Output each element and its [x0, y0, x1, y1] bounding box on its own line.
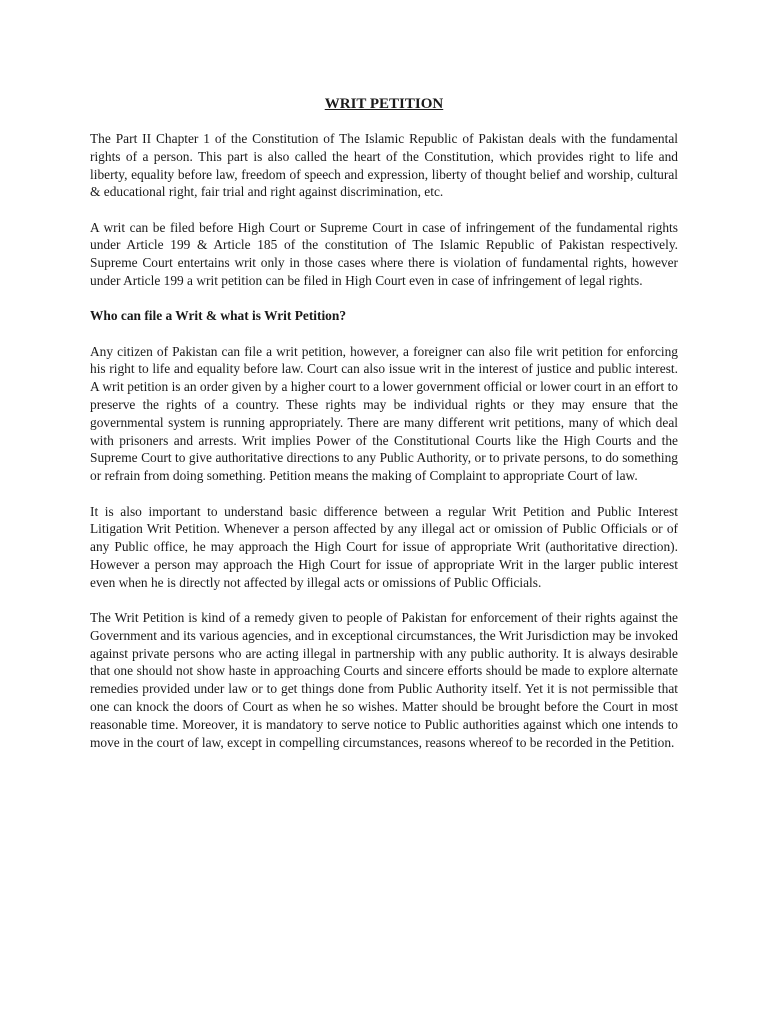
paragraph-pil-difference: It is also important to understand basic difference between a regular Writ Petition and Public Interest Litigation Writ Petition. Whenever a person affected by any illegal act or omission of Public Officials or of any Public office, he may approach the High Court for issue of appropriate Writ (authoritative direction). However a person may approach the High Court for issue of appropriate Writ in the larger public interest even when he is directly not affected by illegal acts or omissions of Public Officials.: [90, 503, 678, 590]
document-title: WRIT PETITION: [324, 96, 444, 112]
section-heading: Who can file a Writ & what is Writ Petition?: [90, 308, 347, 324]
paragraph-remedy: The Writ Petition is kind of a remedy given to people of Pakistan for enforcement of their rights against the Government and its various agencies, and in exceptional circumstances, the Writ Jurisdiction may be invoked against private persons who are acting illegal in partnership with any public authority. It is always desirable that one should not show haste in approaching Courts and sincere efforts should be made to explore alternate remedies provided under law or to get things done from Public Authority itself. Yet it is not permissible that one can knock the doors of Court as when he so wishes. Matter should be brought before the Court in most reasonable time. Moreover, it is mandatory to serve notice to Public authorities against which one intends to move in the court of law, except in compelling circumstances, reasons whereof to be recorded in the Petition.: [90, 610, 678, 750]
paragraph-who-can-file: Any citizen of Pakistan can file a writ petition, however, a foreigner can also file writ petition for enforcing his right to life and equality before law. Court can also issue writ in the interest of justice and public interest. A writ petition is an order given by a higher court to a lower government official or lower court in an effort to preserve the rights of a country. These rights may be individual rights or they may ensure that the governmental system is running appropriately. There are many different writ petitions, many of which deal with prisoners and arrests. Writ implies Power of the Constitutional Courts like the High Courts and the Supreme Court to give authoritative directions to any Public Authority, or to private persons, to do something or refrain from doing something. Petition means the making of Complaint to appropriate Court of law.: [90, 343, 678, 484]
document-body: [90, 94, 678, 769]
paragraph-filing-courts: A writ can be filed before High Court or Supreme Court in case of infringement of the fundamental rights under Article 199 & Article 185 of the constitution of The Islamic Republic of Pakistan respectively. Supreme Court entertains writ only in those cases where there is violation of fundamental rights, however under Article 199 a writ petition can be filed in High Court even in case of infringement of legal rights.: [90, 219, 678, 289]
paragraph-fundamental-rights: The Part II Chapter 1 of the Constitution of The Islamic Republic of Pakistan deals with the fundamental rights of a person. This part is also called the heart of the Constitution, which provides right to life and liberty, equality before law, freedom of speech and expression, liberty of thought belief and worship, cultural & educational right, fair trial and right against discrimination, etc.: [90, 131, 678, 200]
